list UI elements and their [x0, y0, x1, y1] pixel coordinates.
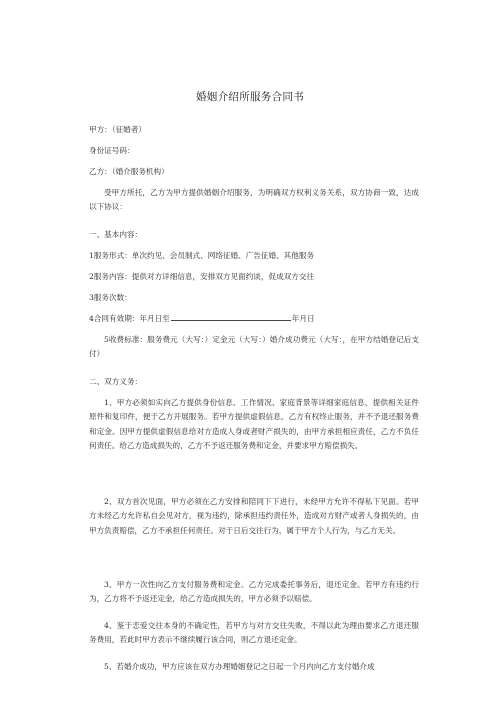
item-validity-period	[89, 312, 413, 326]
item-service-content: 2服务内容：提供对方详细信息，安排双方见面约谈，促成双方交往	[89, 272, 315, 281]
preamble-paragraph: 受甲方所托，乙方为甲方提供婚姻介绍服务，为明确双方权利义务关系，双方协商一致，达成以下协议：	[89, 188, 419, 212]
validity-prefix: 4合同有效期：年月日至	[89, 314, 170, 323]
duty-paragraph-2: 2、双方首次见面，甲方必须在乙方安排和陪同下下进行，未经甲方允许不得私下见面。若甲方未经乙方允许私自会见对方，视为违约，除承担违约责任外，造成对方财产或者人身损失的，由甲方负责赔偿，乙方不承担任何责任。对于日后交往行为，属于甲方个人行为，与乙方无关。	[89, 497, 419, 535]
id-number-line: 身份证号码：	[89, 146, 135, 155]
party-a-line: 甲方：（征婚者）	[89, 125, 146, 134]
blank-fill-line	[171, 314, 291, 321]
section-duties-heading: 二、双方义务：	[89, 377, 143, 386]
duty-paragraph-5: 5、若婚介成功，甲方应该在双方办理婚姻登记之日起一个月内向乙方支付婚介成	[104, 662, 375, 671]
item-service-count: 3服务次数：	[89, 293, 132, 302]
duty-paragraph-1: 1、甲方必须如实向乙方提供身份信息、工作情况、家庭背景等详细家庭信息，提供相关证件原件和复印件，便于乙方开展服务。若甲方提供虚假信息，乙方有权终止服务，并不予退还服务费和定金。因甲方提供虚假信息给对方造成人身或者财产损失的，由甲方承担相应责任，乙方不负任何责任。给乙方造成损失的，乙方不予返还服务费和定金，并要求甲方赔偿损失。	[89, 398, 419, 450]
section-basic-heading: 一、基本内容：	[89, 230, 143, 239]
validity-suffix: 年月日	[291, 314, 315, 323]
party-b-line: 乙方：（婚介服务机构）	[89, 167, 169, 176]
document-title: 婚姻介绍所服务合同书	[196, 91, 304, 103]
duty-paragraph-4: 4、鉴于恋爱交往本身的不确定性，若甲方与对方交往失败，不得以此为理由要求乙方退还服务费用，若此时甲方表示不继续履行该合同，则乙方退还定金。	[89, 621, 419, 645]
duty-paragraph-3: 3、甲方一次性向乙方支付服务费和定金。乙方完成委托事务后，退还定金。若甲方有违约行为，乙方将不予返还定金，给乙方造成损失的，甲方必须予以赔偿。	[89, 580, 419, 604]
item-service-form: 1服务形式：单次约见、会员制式、网络征婚、广告征婚、其他服务	[89, 251, 315, 260]
item-fee-standard: 5收费标准：服务费元（大写：）定金元（大写：）婚介成功费元（大写：，在甲方结婚登记后支付）	[89, 335, 419, 359]
